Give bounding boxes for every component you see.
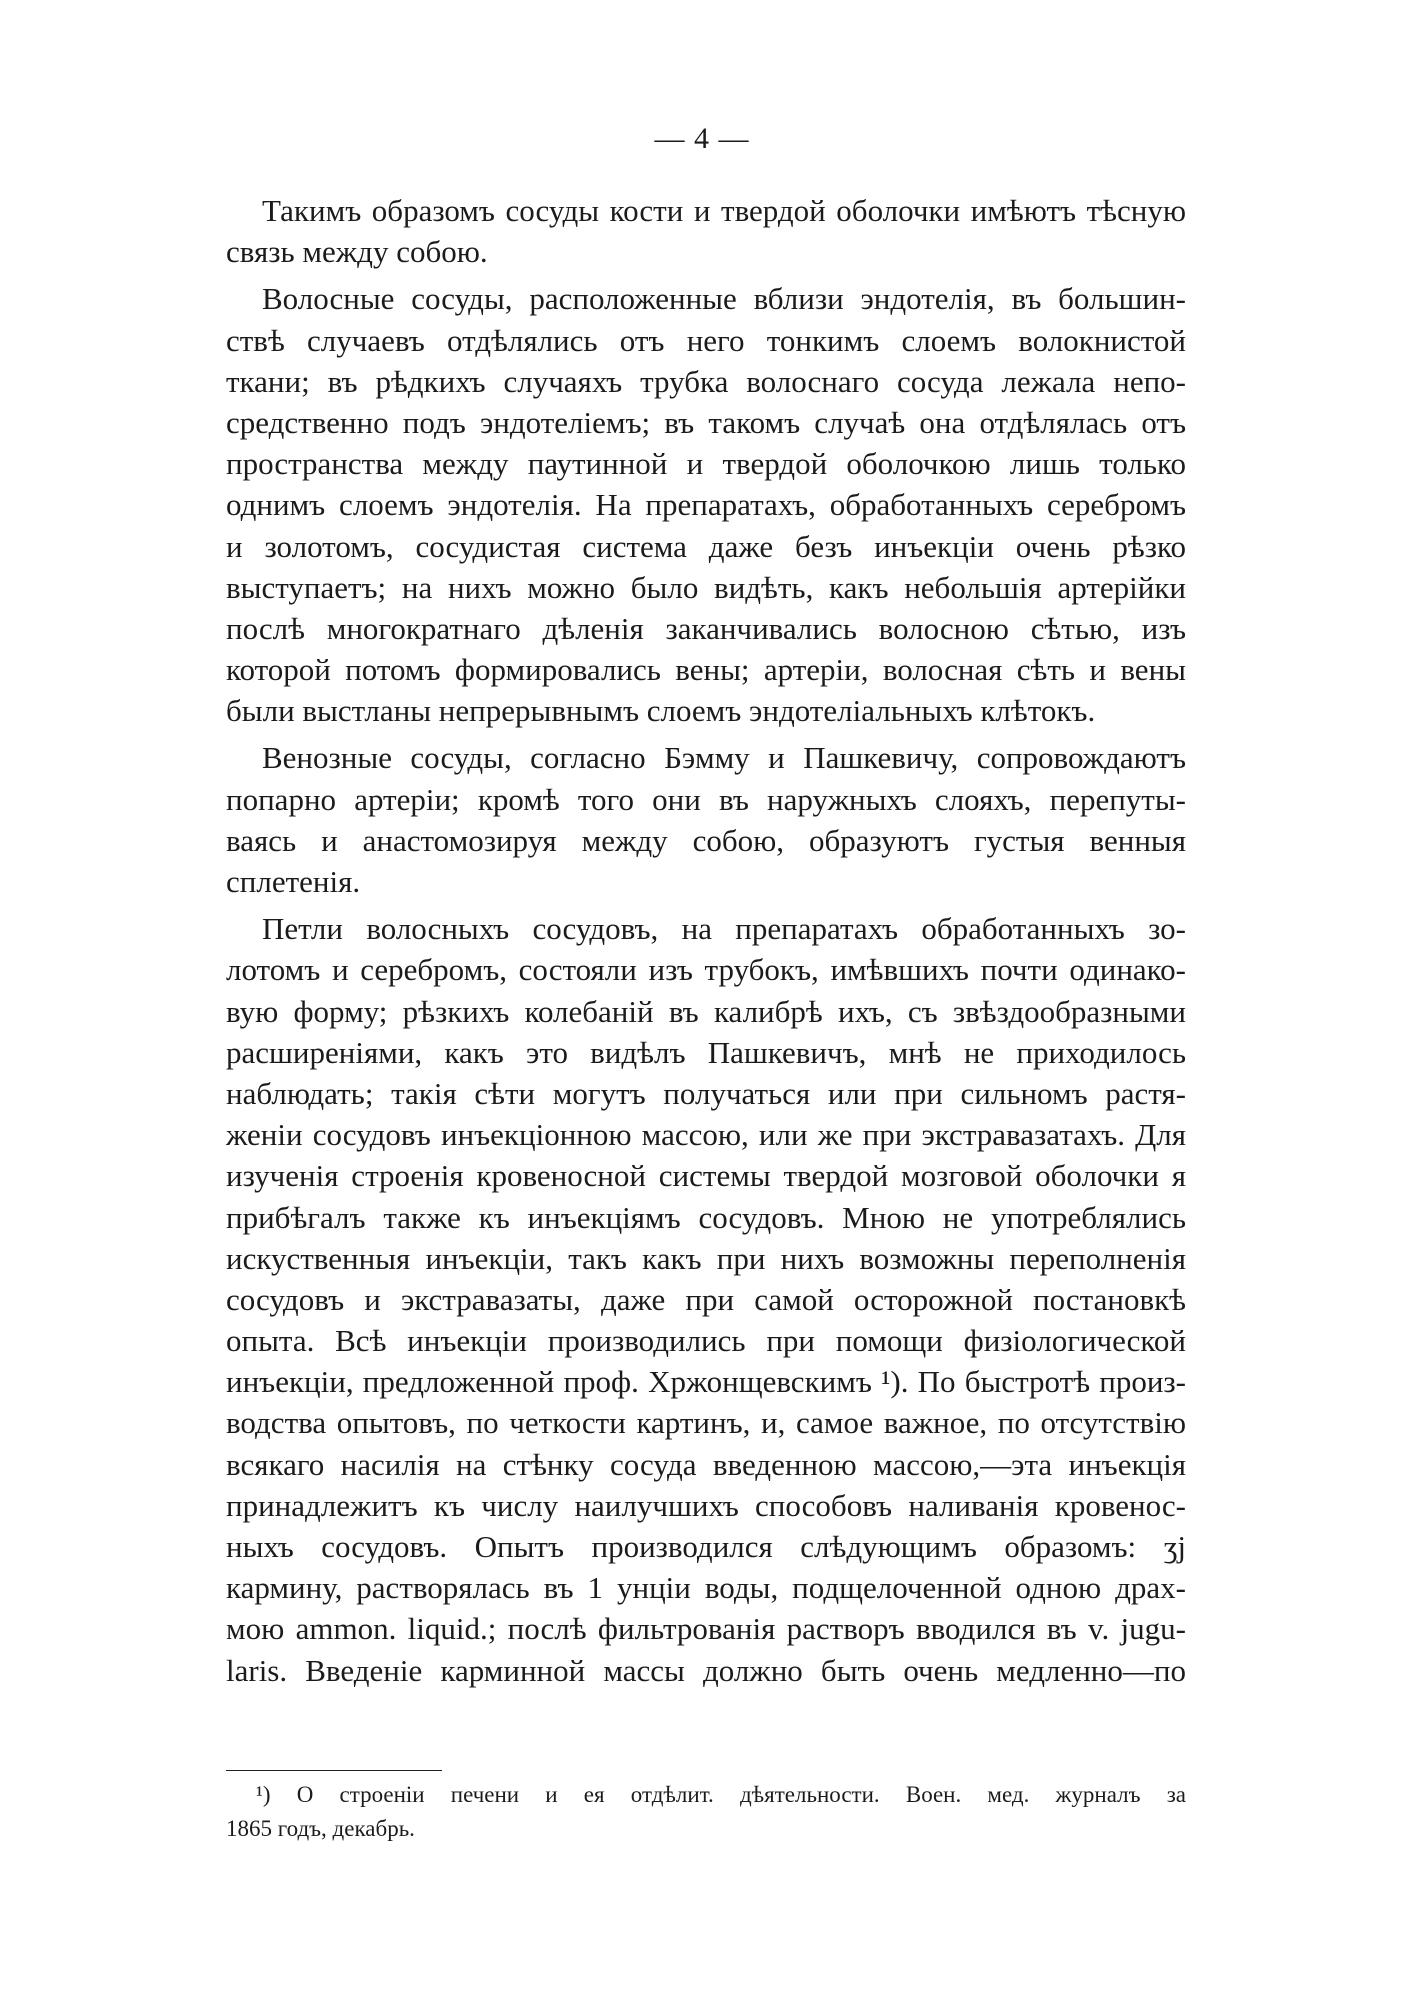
- paragraph: [226, 908, 1186, 1691]
- text-line: которой потомъ формировались вены; артеріи, волосная сѣть и вены: [226, 652, 1186, 688]
- text-line: Волосные сосуды, расположенные вблизи эндотелія, въ большин-: [262, 281, 1186, 317]
- text-line: ваясь и анастомозируя между собою, образуютъ густыя венныя: [226, 822, 1186, 858]
- text-line: принадлежитъ къ числу наилучшихъ способовъ наливанія кровенос-: [226, 1487, 1186, 1523]
- text-line: прибѣгалъ также къ инъекціямъ сосудовъ. Мною не употреблялись: [226, 1199, 1186, 1235]
- text-line: однимъ слоемъ эндотелія. На препаратахъ, обработанныхъ серебромъ: [226, 487, 1186, 523]
- footnote-line: 1865 годъ, декабрь.: [226, 1816, 415, 1841]
- text-line: водства опытовъ, по четкости картинъ, и, самое важное, по отсутствію: [226, 1405, 1186, 1441]
- text-line: пространства между паутинной и твердой оболочкою лишь только: [226, 446, 1186, 482]
- text-line: мою ammon. liquid.; послѣ фильтрованія растворъ вводился въ v. jugu-: [226, 1611, 1186, 1647]
- text-line: ствѣ случаевъ отдѣлялись отъ него тонкимъ слоемъ волокнистой: [226, 322, 1186, 358]
- text-line: связь между собою.: [226, 234, 488, 270]
- footnote: [226, 1778, 1186, 1846]
- paragraph: [226, 737, 1186, 902]
- text-line: средственно подъ эндотеліемъ; въ такомъ случаѣ она отдѣлялась отъ: [226, 404, 1186, 440]
- text-line: выступаетъ; на нихъ можно было видѣть, какъ небольшія артерійки: [226, 569, 1186, 605]
- text-line: Такимъ образомъ сосуды кости и твердой оболочки имѣютъ тѣсную: [262, 193, 1186, 228]
- text-line: наблюдать; такія сѣти могутъ получаться или при сильномъ растя-: [226, 1075, 1186, 1111]
- text-line: сосудовъ и экстравазаты, даже при самой осторожной постановкѣ: [226, 1281, 1186, 1317]
- text-line: попарно артеріи; кромѣ того они въ наружныхъ слояхъ, перепуты-: [226, 781, 1186, 817]
- text-line: искуственныя инъекціи, такъ какъ при нихъ возможны переполненія: [226, 1240, 1186, 1276]
- text-line: вую форму; рѣзкихъ колебаній въ калибрѣ ихъ, съ звѣздообразными: [226, 993, 1186, 1029]
- text-line: инъекціи, предложенной проф. Хржонщевскимъ ¹). По быстротѣ произ-: [226, 1364, 1186, 1400]
- footnote-divider: [226, 1770, 442, 1771]
- text-line: всякаго насилія на стѣнку сосуда введенною массою,—эта инъекція: [226, 1446, 1186, 1482]
- text-line: сплетенія.: [226, 864, 361, 899]
- text-line: были выстланы непрерывнымъ слоемъ эндотеліальныхъ клѣтокъ.: [226, 693, 1096, 729]
- page-number: — 4 —: [654, 122, 750, 155]
- paragraph: [226, 278, 1186, 731]
- paragraph: [226, 190, 1186, 272]
- text-line: кармину, растворялась въ 1 унціи воды, подщелоченной одною драх-: [226, 1570, 1186, 1606]
- text-line: laris. Введеніе карминной массы должно быть очень медленно—по: [226, 1652, 1186, 1688]
- text-line: Венозные сосуды, согласно Бэмму и Пашкевичу, сопровождаютъ: [262, 740, 1186, 776]
- text-line: расширеніями, какъ это видѣлъ Пашкевичъ, мнѣ не приходилось: [226, 1034, 1186, 1070]
- text-line: женіи сосудовъ инъекціонною массою, или же при экстравазатахъ. Для: [226, 1117, 1186, 1153]
- text-line: ныхъ сосудовъ. Опытъ производился слѣдующимъ образомъ: ʒj: [226, 1529, 1186, 1564]
- text-line: опыта. Всѣ инъекціи производились при помощи физіологической: [226, 1323, 1186, 1359]
- text-line: лотомъ и серебромъ, состояли изъ трубокъ, имѣвшихъ почти одинако-: [226, 952, 1186, 988]
- text-line: изученія строенія кровеносной системы твердой мозговой оболочки я: [226, 1158, 1186, 1194]
- footnote-line: ¹) О строеніи печени и ея отдѣлит. дѣятельности. Воен. мед. журналъ за: [256, 1782, 1186, 1807]
- text-line: послѣ многократнаго дѣленія заканчивались волосною сѣтью, изъ: [226, 610, 1186, 646]
- text-line: ткани; въ рѣдкихъ случаяхъ трубка волоснаго сосуда лежала непо-: [226, 363, 1186, 399]
- text-line: и золотомъ, сосудистая система даже безъ инъекціи очень рѣзко: [226, 528, 1186, 564]
- text-line: Петли волосныхъ сосудовъ, на препаратахъ обработанныхъ зо-: [262, 911, 1186, 947]
- body-text: [226, 190, 1186, 1697]
